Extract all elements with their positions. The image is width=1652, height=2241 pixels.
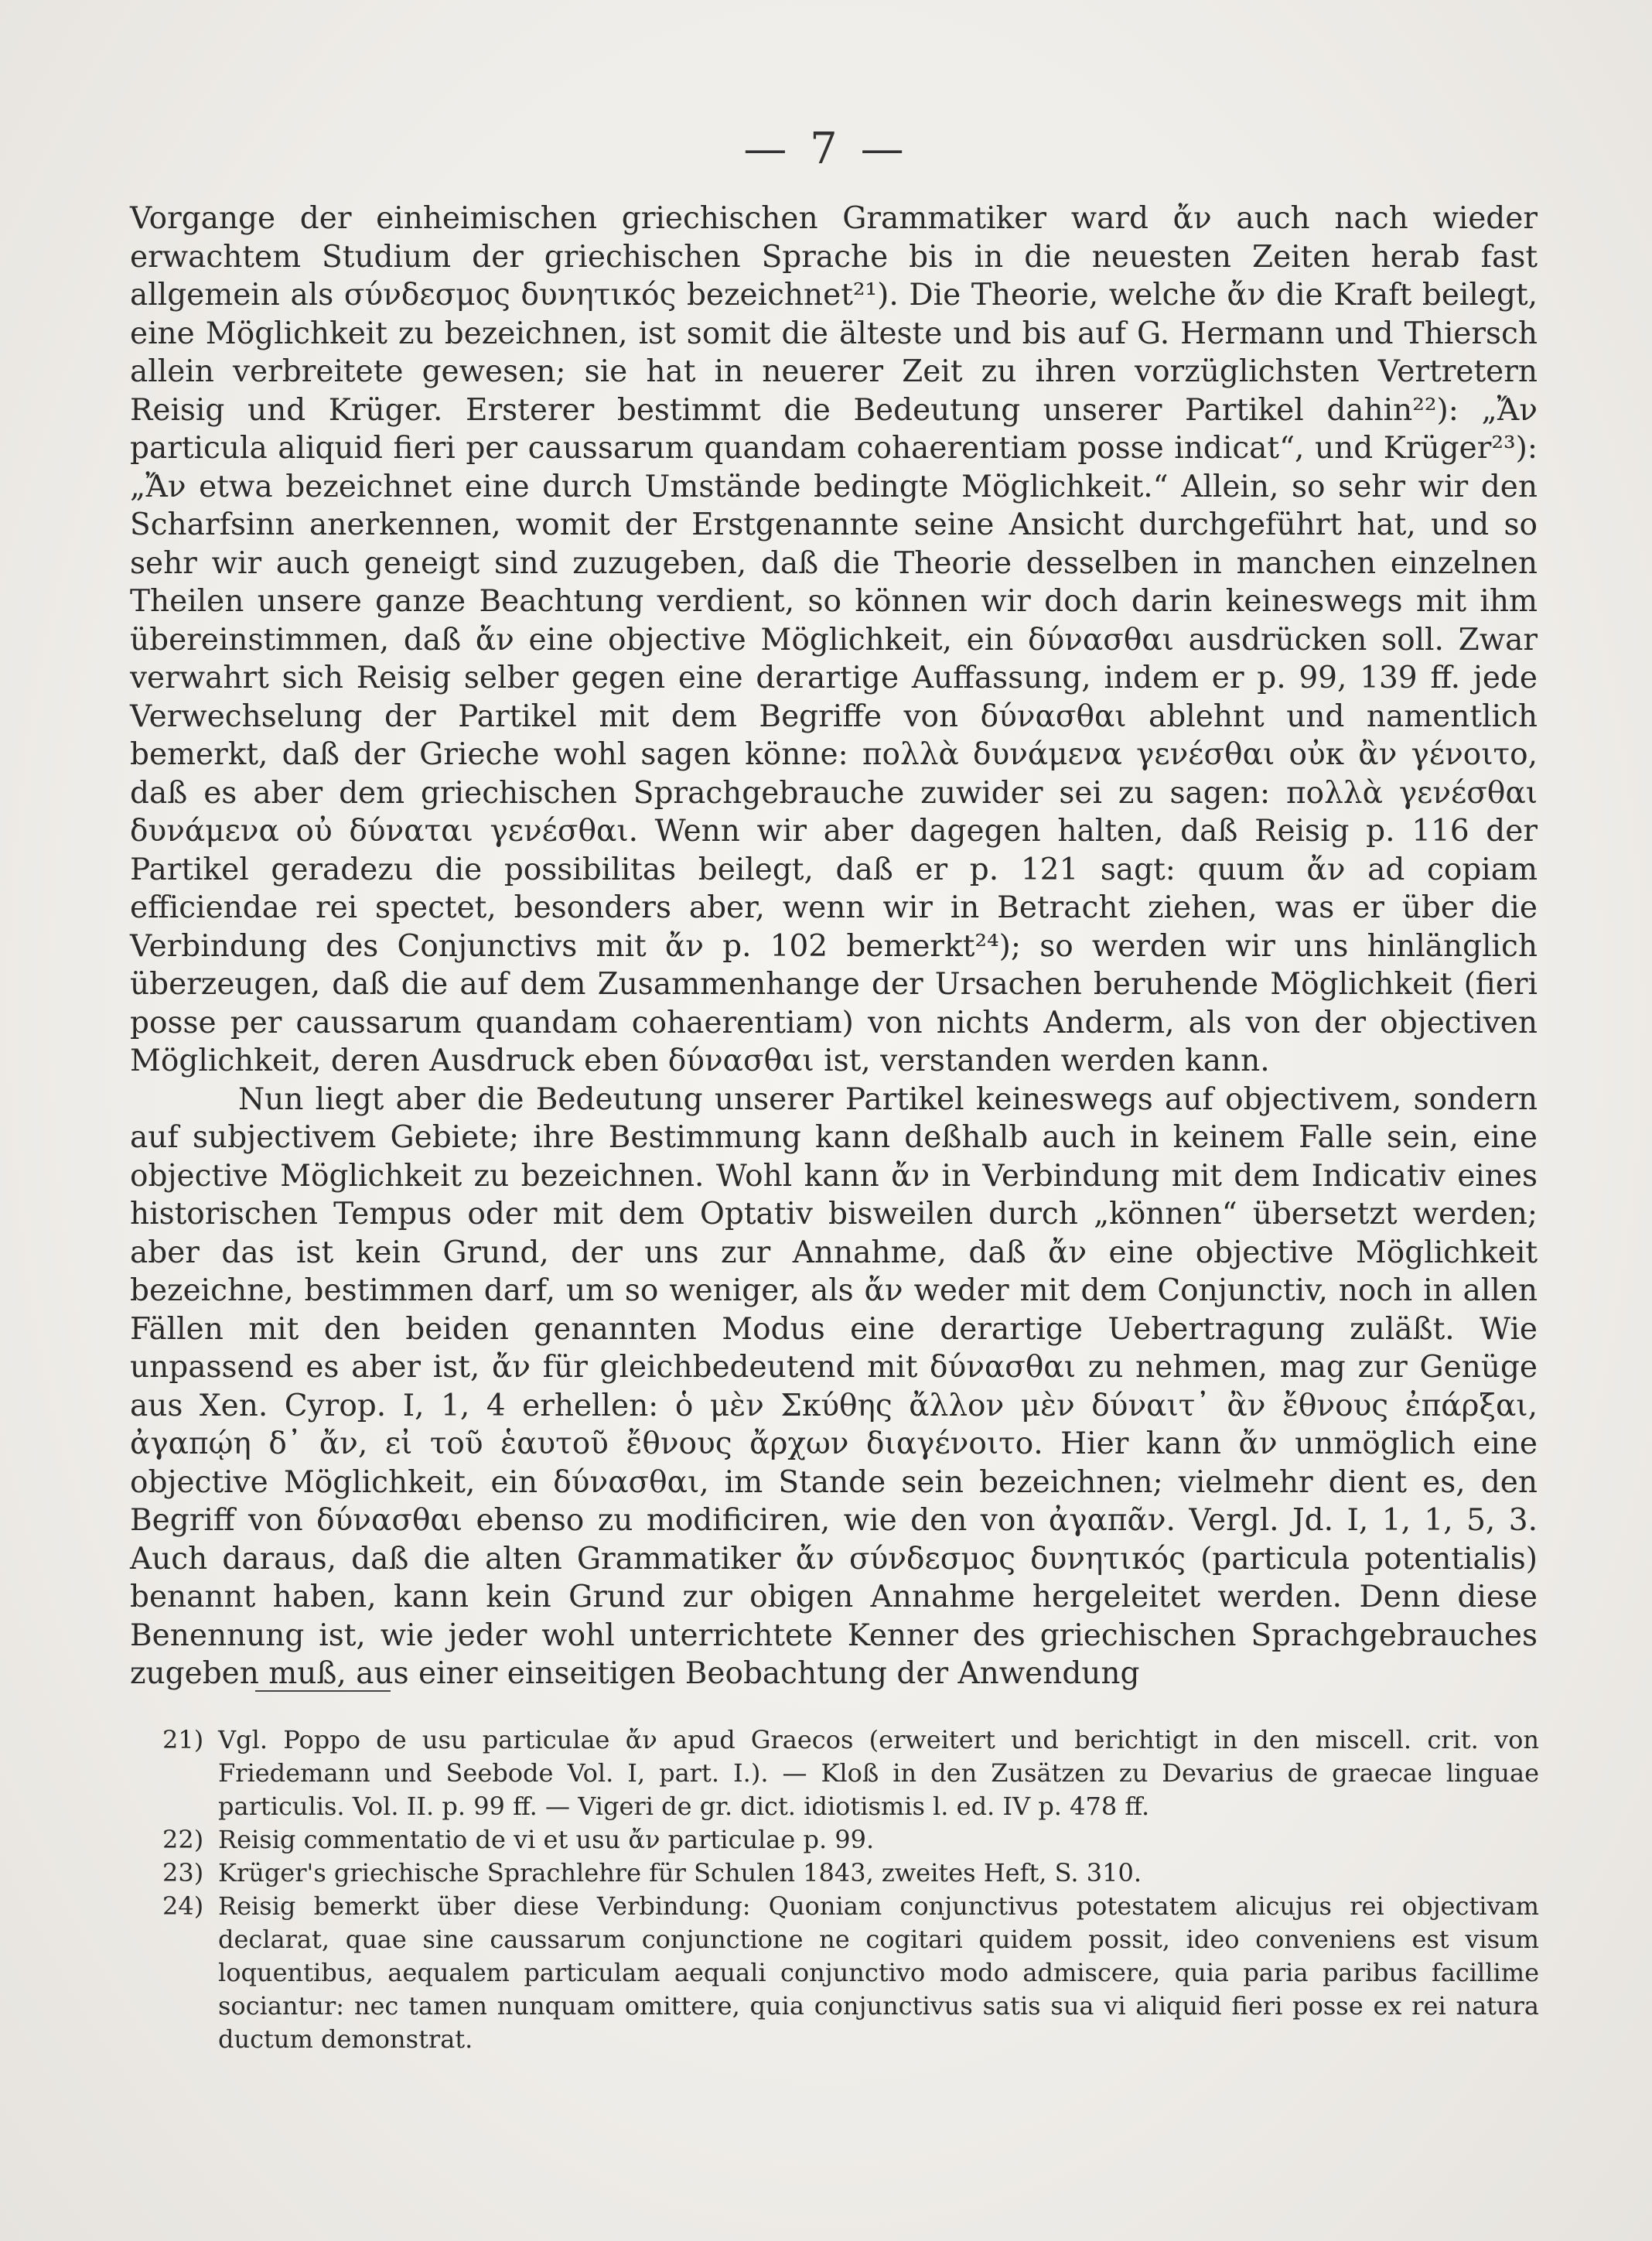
footnote-22 [162,1823,1539,1857]
footnote-text: Reisig bemerkt über diese Verbindung: Quoniam conjunctivus potestatem alicujus rei objectivam declarat, quae sine caussarum conjunctione ne cogitari quidem possit, ideo conveniens est visum loquentibus, aequalem particulam aequali conjunctivo modo admiscere, quia paria paribus facillime sociantur: nec tamen nunquam omittere, quia conjunctivus satis sua vi aliquid fieri posse ex rei natura ductum demonstrat. [218,1891,1539,2054]
footnote-number: 22) [162,1825,204,1854]
footnote-text: Vgl. Poppo de usu particulae ἄν apud Graecos (erweitert und berichtigt in den miscell. crit. von Friedemann und Seebode Vol. I, part. I.). — Kloß in den Zusätzen zu Devarius de graecae linguae particulis. Vol. II. p. 99 ff. — Vigeri de gr. dict. idiotismis l. ed. IV p. 478 ff. [218,1725,1539,1821]
paragraph-1: Vorgange der einheimischen griechischen Grammatiker ward ἄν auch nach wieder erwachtem Studium der griechischen Sprache bis in die neuesten Zeiten herab fast allgemein als σύνδεσμος δυνητικός bezeichnet²¹). Die Theorie, welche ἄν die Kraft beilegt, eine Möglichkeit zu bezeichnen, ist somit die älteste und bis auf G. Hermann und Thiersch allein verbreitete gewesen; sie hat in neuerer Zeit zu ihren vorzüglichsten Vertretern Reisig und Krüger. Ersterer bestimmt die Bedeutung unserer Partikel dahin²²): „Ἄν particula aliquid fieri per caussarum quandam cohaerentiam posse indicat“, und Krüger²³): „Ἄν etwa bezeichnet eine durch Umstände bedingte Möglichkeit.“ Allein, so sehr wir den Scharfsinn anerkennen, womit der Erstgenannte seine Ansicht durchgeführt hat, und so sehr wir auch geneigt sind zuzugeben, daß die Theorie desselben in manchen einzelnen Theilen unsere ganze Beachtung verdient, so können wir doch darin keineswegs mit ihm übereinstimmen, daß ἄν eine objective Möglichkeit, ein δύνασθαι ausdrücken soll. Zwar verwahrt sich Reisig selber gegen eine derartige Auffassung, indem er p. 99, 139 ff. jede Verwechselung der Partikel mit dem Begriffe von δύνασθαι ablehnt und namentlich bemerkt, daß der Grieche wohl sagen könne: πολλὰ δυνάμενα γενέσθαι οὐκ ἂν γένοιτο, daß es aber dem griechischen Sprachgebrauche zuwider sei zu sagen: πολλὰ γενέσθαι δυνάμενα οὐ δύναται γενέσθαι. Wenn wir aber dagegen halten, daß Reisig p. 116 der Partikel geradezu die possibilitas beilegt, daß er p. 121 sagt: quum ἄν ad copiam efficiendae rei spectet, besonders aber, wenn wir in Betracht ziehen, was er über die Verbindung des Conjunctivs mit ἄν p. 102 bemerkt²⁴); so werden wir uns hinlänglich überzeugen, daß die auf dem Zusammenhange der Ursachen beruhende Möglichkeit (fieri posse per caussarum quandam cohaerentiam) von nichts Anderm, als von der objectiven Möglichkeit, deren Ausdruck eben δύνασθαι ist, verstanden werden kann. [130,201,1538,1078]
page-number-header: — 7 — [743,124,909,174]
main-text [130,200,1538,1693]
footnote-number: 21) [162,1725,204,1754]
footnote-text: Reisig commentatio de vi et usu ἄν particulae p. 99. [218,1825,875,1854]
paragraph-2: Nun liegt aber die Bedeutung unserer Partikel keineswegs auf objectivem, sondern auf subjectivem Gebiete; ihre Bestimmung kann deßhalb auch in keinem Falle sein, eine objective Möglichkeit zu bezeichnen. Wohl kann ἄν in Verbindung mit dem Indicativ eines historischen Tempus oder mit dem Optativ bisweilen durch „können“ übersetzt werden; aber das ist kein Grund, der uns zur Annahme, daß ἄν eine objective Möglichkeit bezeichne, bestimmen darf, um so weniger, als ἄν weder mit dem Conjunctiv, noch in allen Fällen mit den beiden genannten Modus eine derartige Uebertragung zuläßt. Wie unpassend es aber ist, ἄν für gleichbedeutend mit δύνασθαι zu nehmen, mag zur Genüge aus Xen. Cyrop. I, 1, 4 erhellen: ὁ μὲν Σκύθης ἄλλον μὲν δύναιτ᾽ ἂν ἔθνους ἐπάρξαι, ἀγαπῴη δ᾽ ἄν, εἰ τοῦ ἑαυτοῦ ἔθνους ἄρχων διαγένοιτο. Hier kann ἄν unmöglich eine objective Möglichkeit, ein δύνασθαι, im Stande sein bezeichnen; vielmehr dient es, den Begriff von δύνασθαι ebenso zu modificiren, wie den von ἀγαπᾶν. Vergl. Jd. I, 1, 1, 5, 3. Auch daraus, daß die alten Grammatiker ἄν σύνδεσμος δυνητικός (particula potentialis) benannt haben, kann kein Grund zur obigen Annahme hergeleitet werden. Denn diese Benennung ist, wie jeder wohl unterrichtete Kenner des griechischen Sprachgebrauches zugeben muß, aus einer einseitigen Beobachtung der Anwendung [130,1081,1538,1691]
footnote-number: 23) [162,1858,204,1887]
footnote-text: Krüger's griechische Sprachlehre für Schulen 1843, zweites Heft, S. 310. [218,1858,1142,1887]
footnotes [162,1723,1539,2056]
footnote-23 [162,1857,1539,1890]
footnote-24 [162,1890,1539,2056]
footnote-21 [162,1723,1539,1823]
footnote-separator [255,1690,391,1692]
footnote-number: 24) [162,1891,204,1921]
